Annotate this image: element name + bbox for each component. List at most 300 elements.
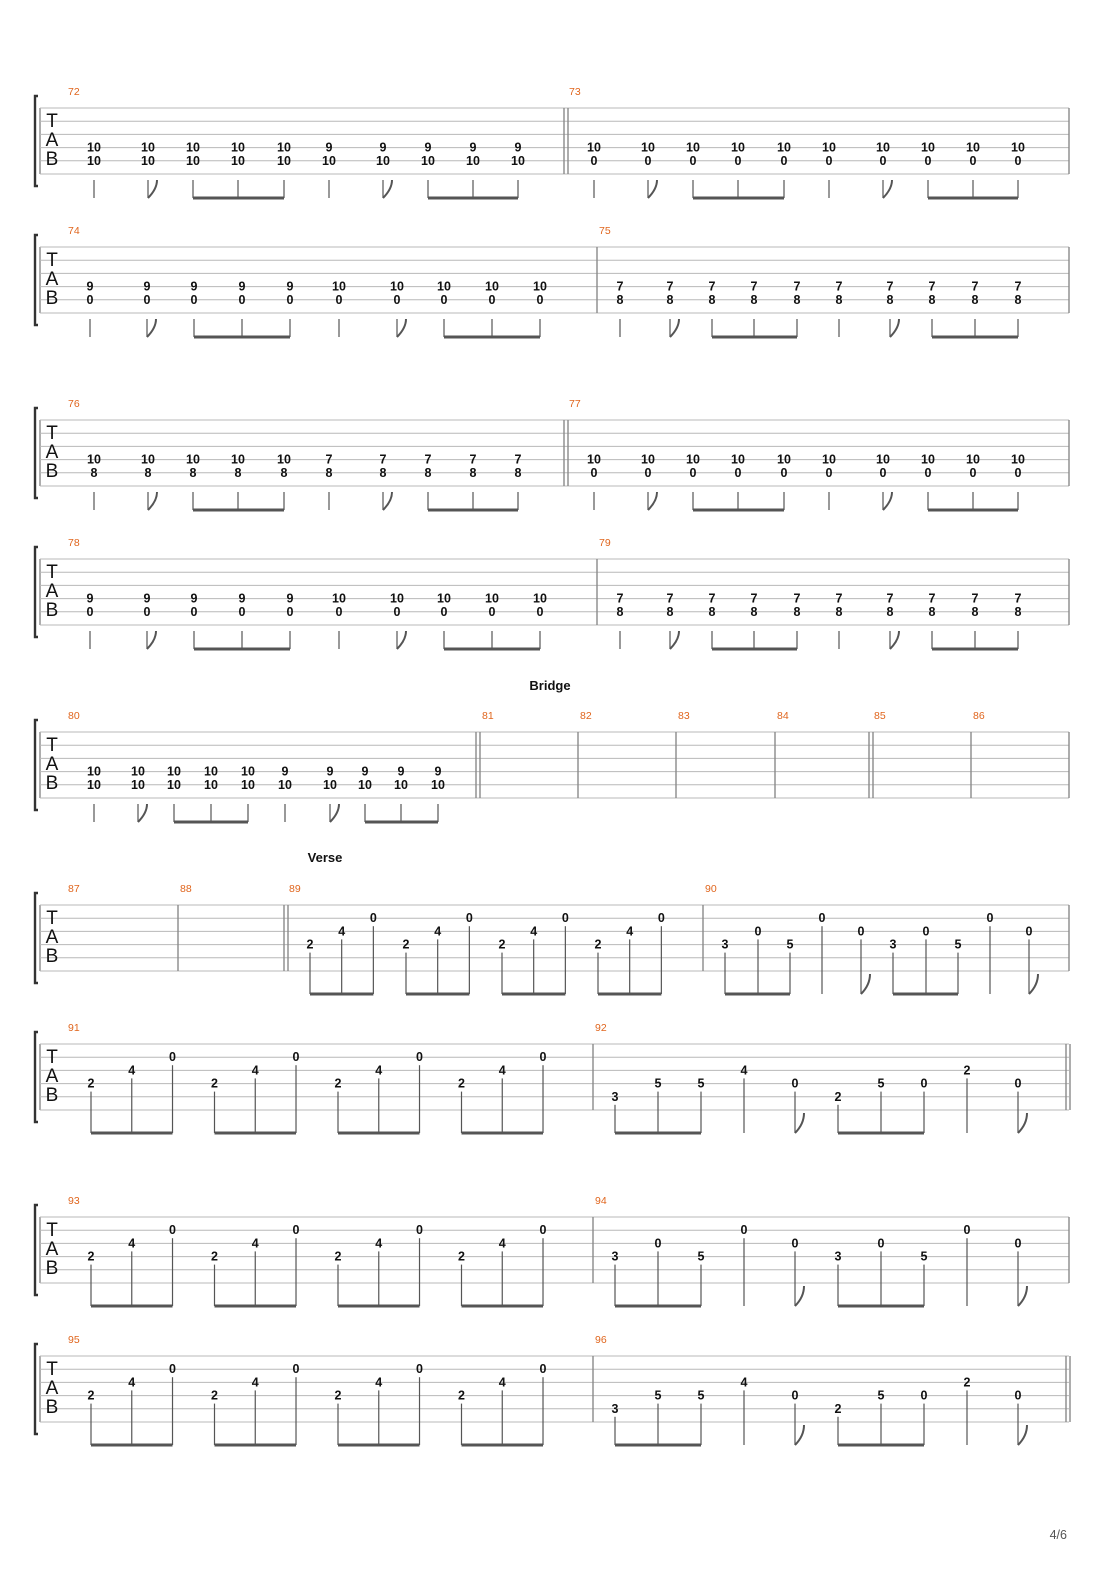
fret-number: 7 (424, 452, 432, 467)
fret-number: 9 (190, 279, 198, 294)
fret-number: 2 (498, 937, 506, 952)
note-flag (670, 319, 679, 337)
measure-number: 79 (599, 537, 611, 549)
measure-number: 85 (874, 710, 886, 722)
staff-bracket (35, 96, 38, 186)
measure-number: 83 (678, 710, 690, 722)
fret-number: 0 (440, 604, 448, 619)
fret-number: 0 (857, 924, 865, 939)
fret-number: 3 (611, 1249, 619, 1264)
fret-number: 0 (238, 292, 246, 307)
fret-number: 10 (141, 452, 155, 467)
fret-number: 7 (886, 591, 894, 606)
fret-number: 2 (458, 1249, 465, 1264)
fret-number: 7 (928, 591, 936, 606)
fret-number: 0 (644, 153, 652, 168)
fret-number: 10 (332, 591, 346, 606)
fret-number: 9 (361, 764, 369, 779)
note-flag (148, 180, 157, 198)
fret-number: 10 (921, 452, 935, 467)
note-flag (383, 180, 392, 198)
note-flag (148, 492, 157, 510)
fret-number: 7 (835, 279, 843, 294)
fret-number: 7 (750, 279, 758, 294)
staff-bracket (35, 1032, 38, 1122)
tab-clef-letter: B (45, 1397, 59, 1418)
fret-number: 0 (488, 604, 496, 619)
fret-number: 5 (786, 937, 794, 952)
measure-number: 90 (705, 883, 717, 895)
fret-number: 10 (876, 452, 890, 467)
fret-number: 5 (654, 1076, 662, 1091)
fret-number: 0 (754, 924, 762, 939)
fret-number: 0 (734, 465, 742, 480)
fret-number: 8 (928, 292, 936, 307)
fret-number: 0 (536, 604, 544, 619)
measure-number: 84 (777, 710, 789, 722)
fret-number: 0 (924, 465, 932, 480)
fret-number: 10 (87, 777, 101, 792)
fret-number: 9 (143, 279, 151, 294)
fret-number: 10 (277, 153, 291, 168)
fret-number: 0 (190, 604, 198, 619)
fret-number: 10 (686, 452, 700, 467)
fret-number: 2 (834, 1089, 842, 1104)
fret-number: 4 (740, 1063, 748, 1078)
fret-number: 9 (86, 279, 94, 294)
fret-number: 9 (424, 140, 432, 155)
fret-number: 10 (231, 140, 245, 155)
fret-number: 4 (251, 1063, 259, 1078)
fret-number: 0 (169, 1050, 176, 1065)
tab-clef-letter: T (46, 562, 58, 583)
fret-number: 0 (922, 924, 930, 939)
fret-number: 8 (280, 465, 288, 480)
tab-clef-letter: A (45, 1378, 59, 1399)
fret-number: 0 (791, 1388, 799, 1403)
note-flag (138, 804, 147, 822)
fret-number: 5 (877, 1076, 885, 1091)
tab-clef-letter: A (45, 442, 59, 463)
tab-clef-letter: A (45, 927, 59, 948)
fret-number: 9 (143, 591, 151, 606)
fret-number: 0 (825, 465, 833, 480)
page-number: 4/6 (1049, 1528, 1067, 1542)
fret-number: 4 (128, 1375, 136, 1390)
fret-number: 8 (750, 292, 758, 307)
fret-number: 4 (498, 1236, 506, 1251)
fret-number: 8 (835, 604, 843, 619)
fret-number: 10 (731, 140, 745, 155)
fret-number: 10 (204, 777, 218, 792)
fret-number: 0 (986, 911, 994, 926)
fret-number: 0 (286, 604, 294, 619)
fret-number: 10 (437, 591, 451, 606)
tab-clef-letter: B (45, 1085, 59, 1106)
fret-number: 4 (338, 924, 346, 939)
measure-number: 72 (68, 86, 80, 98)
fret-number: 0 (539, 1050, 547, 1065)
measure-number: 89 (289, 883, 301, 895)
staff-bracket (35, 893, 38, 983)
fret-number: 9 (86, 591, 94, 606)
fret-number: 0 (238, 604, 246, 619)
fret-number: 10 (921, 140, 935, 155)
measure-number: 82 (580, 710, 592, 722)
note-flag (383, 492, 392, 510)
fret-number: 10 (1011, 452, 1025, 467)
fret-number: 8 (750, 604, 758, 619)
fret-number: 0 (963, 1223, 971, 1238)
fret-number: 2 (963, 1375, 971, 1390)
fret-number: 10 (431, 777, 445, 792)
fret-number: 3 (721, 937, 729, 952)
tab-clef-letter: T (46, 735, 58, 756)
note-flag (890, 319, 899, 337)
fret-number: 10 (822, 140, 836, 155)
fret-number: 2 (334, 1388, 342, 1403)
fret-number: 2 (334, 1249, 342, 1264)
fret-number: 2 (458, 1388, 465, 1403)
fret-number: 9 (286, 279, 294, 294)
staff-bracket (35, 1205, 38, 1295)
tab-clef-letter: B (45, 773, 59, 794)
note-flag (1018, 1286, 1027, 1306)
fret-number: 7 (666, 279, 674, 294)
fret-number: 8 (90, 465, 98, 480)
fret-number: 2 (87, 1388, 95, 1403)
fret-number: 10 (376, 153, 390, 168)
fret-number: 5 (697, 1388, 705, 1403)
fret-number: 8 (886, 604, 894, 619)
fret-number: 0 (689, 153, 697, 168)
fret-number: 10 (966, 452, 980, 467)
note-flag (795, 1286, 804, 1306)
fret-number: 0 (924, 153, 932, 168)
fret-number: 8 (1014, 604, 1022, 619)
tab-clef-letter: A (45, 1066, 59, 1087)
fret-number: 10 (131, 764, 145, 779)
fret-number: 0 (791, 1236, 799, 1251)
note-flag (1018, 1113, 1027, 1133)
fret-number: 10 (278, 777, 292, 792)
note-flag (670, 631, 679, 649)
fret-number: 7 (928, 279, 936, 294)
fret-number: 9 (434, 764, 442, 779)
fret-number: 0 (292, 1050, 300, 1065)
fret-number: 8 (234, 465, 242, 480)
fret-number: 0 (920, 1388, 928, 1403)
fret-number: 0 (539, 1223, 547, 1238)
tab-clef-letter: A (45, 1239, 59, 1260)
fret-number: 0 (791, 1076, 799, 1091)
fret-number: 8 (469, 465, 477, 480)
fret-number: 10 (204, 764, 218, 779)
fret-number: 7 (971, 279, 979, 294)
fret-number: 10 (876, 140, 890, 155)
fret-number: 10 (167, 764, 181, 779)
fret-number: 0 (292, 1223, 300, 1238)
fret-number: 0 (416, 1223, 423, 1238)
fret-number: 3 (611, 1089, 619, 1104)
fret-number: 0 (825, 153, 833, 168)
fret-number: 0 (440, 292, 448, 307)
fret-number: 0 (335, 604, 343, 619)
fret-number: 0 (1025, 924, 1033, 939)
tab-clef-letter: T (46, 1220, 58, 1241)
fret-number: 5 (654, 1388, 662, 1403)
fret-number: 2 (306, 937, 314, 952)
fret-number: 0 (561, 911, 569, 926)
note-flag (397, 319, 406, 337)
fret-number: 0 (369, 911, 377, 926)
fret-number: 10 (731, 452, 745, 467)
fret-number: 10 (421, 153, 435, 168)
fret-number: 5 (697, 1076, 705, 1091)
fret-number: 5 (877, 1388, 885, 1403)
fret-number: 9 (286, 591, 294, 606)
staff-bracket (35, 720, 38, 810)
staff-bracket (35, 235, 38, 325)
fret-number: 0 (86, 604, 94, 619)
fret-number: 10 (241, 764, 255, 779)
note-flag (397, 631, 406, 649)
note-flag (1029, 974, 1038, 994)
fret-number: 10 (358, 777, 372, 792)
fret-number: 5 (697, 1249, 705, 1264)
fret-number: 10 (822, 452, 836, 467)
fret-number: 8 (793, 604, 801, 619)
measure-number: 78 (68, 537, 80, 549)
note-flag (330, 804, 339, 822)
fret-number: 9 (379, 140, 387, 155)
measure-number: 95 (68, 1334, 80, 1346)
fret-number: 10 (332, 279, 346, 294)
tab-clef-letter: B (45, 288, 59, 309)
fret-number: 0 (539, 1362, 547, 1377)
fret-number: 10 (1011, 140, 1025, 155)
fret-number: 0 (286, 292, 294, 307)
fret-number: 4 (375, 1236, 383, 1251)
tab-clef-letter: A (45, 754, 59, 775)
note-flag (890, 631, 899, 649)
measure-number: 77 (569, 398, 581, 410)
fret-number: 10 (641, 140, 655, 155)
note-flag (883, 180, 892, 198)
fret-number: 0 (879, 465, 887, 480)
tab-clef-letter: T (46, 111, 58, 132)
note-flag (648, 492, 657, 510)
note-flag (883, 492, 892, 510)
fret-number: 7 (616, 591, 624, 606)
fret-number: 9 (281, 764, 289, 779)
fret-number: 0 (143, 604, 151, 619)
section-label: Verse (307, 850, 343, 865)
fret-number: 0 (818, 911, 826, 926)
measure-number: 73 (569, 86, 581, 98)
fret-number: 0 (969, 153, 977, 168)
fret-number: 0 (335, 292, 343, 307)
measure-number: 91 (68, 1022, 80, 1034)
measure-number: 92 (595, 1022, 607, 1034)
fret-number: 10 (641, 452, 655, 467)
note-flag (795, 1113, 804, 1133)
note-flag (147, 319, 156, 337)
fret-number: 9 (469, 140, 477, 155)
fret-number: 0 (689, 465, 697, 480)
fret-number: 8 (616, 292, 624, 307)
fret-number: 7 (379, 452, 387, 467)
fret-number: 7 (793, 279, 801, 294)
fret-number: 10 (777, 140, 791, 155)
fret-number: 7 (793, 591, 801, 606)
tab-clef-letter: T (46, 423, 58, 444)
fret-number: 0 (740, 1223, 748, 1238)
fret-number: 4 (375, 1063, 383, 1078)
tab-clef-letter: A (45, 130, 59, 151)
fret-number: 0 (169, 1362, 176, 1377)
fret-number: 10 (322, 153, 336, 168)
fret-number: 10 (390, 591, 404, 606)
fret-number: 0 (86, 292, 94, 307)
fret-number: 8 (708, 292, 716, 307)
fret-number: 0 (190, 292, 198, 307)
fret-number: 10 (141, 140, 155, 155)
measure-number: 87 (68, 883, 80, 895)
fret-number: 8 (514, 465, 522, 480)
fret-number: 8 (189, 465, 197, 480)
measure-number: 81 (482, 710, 494, 722)
fret-number: 10 (587, 140, 601, 155)
fret-number: 10 (511, 153, 525, 168)
fret-number: 9 (397, 764, 405, 779)
measure-number: 75 (599, 225, 611, 237)
fret-number: 0 (536, 292, 544, 307)
staff-bracket (35, 408, 38, 498)
fret-number: 10 (141, 153, 155, 168)
note-flag (861, 974, 870, 994)
fret-number: 10 (277, 452, 291, 467)
fret-number: 0 (1014, 153, 1022, 168)
fret-number: 3 (889, 937, 897, 952)
fret-number: 2 (963, 1063, 971, 1078)
fret-number: 2 (211, 1388, 218, 1403)
fret-number: 0 (416, 1362, 423, 1377)
fret-number: 10 (131, 777, 145, 792)
fret-number: 0 (780, 153, 788, 168)
fret-number: 8 (793, 292, 801, 307)
fret-number: 0 (877, 1236, 885, 1251)
fret-number: 7 (1014, 591, 1022, 606)
fret-number: 8 (928, 604, 936, 619)
fret-number: 0 (654, 1236, 662, 1251)
tab-clef-letter: B (45, 461, 59, 482)
measure-number: 93 (68, 1195, 80, 1207)
fret-number: 2 (594, 937, 602, 952)
fret-number: 7 (750, 591, 758, 606)
fret-number: 3 (611, 1401, 619, 1416)
measure-number: 74 (68, 225, 80, 237)
fret-number: 0 (657, 911, 665, 926)
fret-number: 0 (644, 465, 652, 480)
fret-number: 7 (469, 452, 477, 467)
fret-number: 0 (416, 1050, 423, 1065)
tab-clef-letter: T (46, 908, 58, 929)
fret-number: 7 (708, 591, 716, 606)
fret-number: 8 (379, 465, 387, 480)
fret-number: 10 (394, 777, 408, 792)
fret-number: 2 (87, 1249, 95, 1264)
measure-number: 94 (595, 1195, 607, 1207)
tab-clef-letter: B (45, 149, 59, 170)
fret-number: 10 (87, 140, 101, 155)
fret-number: 10 (686, 140, 700, 155)
fret-number: 10 (186, 140, 200, 155)
fret-number: 10 (533, 591, 547, 606)
fret-number: 0 (780, 465, 788, 480)
fret-number: 7 (835, 591, 843, 606)
tab-clef-letter: A (45, 581, 59, 602)
fret-number: 8 (616, 604, 624, 619)
fret-number: 0 (393, 292, 401, 307)
fret-number: 8 (666, 604, 674, 619)
fret-number: 2 (334, 1076, 342, 1091)
fret-number: 9 (325, 140, 333, 155)
fret-number: 0 (734, 153, 742, 168)
fret-number: 0 (1014, 465, 1022, 480)
fret-number: 7 (666, 591, 674, 606)
fret-number: 7 (325, 452, 333, 467)
fret-number: 0 (920, 1076, 928, 1091)
note-flag (1018, 1425, 1027, 1445)
note-flag (147, 631, 156, 649)
fret-number: 7 (886, 279, 894, 294)
fret-number: 2 (211, 1076, 218, 1091)
tab-clef-letter: T (46, 1359, 58, 1380)
fret-number: 8 (886, 292, 894, 307)
measure-number: 86 (973, 710, 985, 722)
fret-number: 0 (1014, 1388, 1022, 1403)
fret-number: 2 (87, 1076, 95, 1091)
fret-number: 10 (87, 764, 101, 779)
tab-clef-letter: T (46, 250, 58, 271)
fret-number: 5 (920, 1249, 928, 1264)
tab-clef-letter: T (46, 1047, 58, 1068)
tab-clef-letter: A (45, 269, 59, 290)
fret-number: 4 (375, 1375, 383, 1390)
note-flag (795, 1425, 804, 1445)
fret-number: 4 (128, 1236, 136, 1251)
fret-number: 10 (777, 452, 791, 467)
fret-number: 4 (251, 1236, 259, 1251)
fret-number: 10 (390, 279, 404, 294)
measure-number: 80 (68, 710, 80, 722)
fret-number: 8 (666, 292, 674, 307)
fret-number: 7 (971, 591, 979, 606)
fret-number: 10 (277, 140, 291, 155)
fret-number: 7 (1014, 279, 1022, 294)
fret-number: 0 (292, 1362, 300, 1377)
fret-number: 8 (325, 465, 333, 480)
fret-number: 4 (128, 1063, 136, 1078)
fret-number: 9 (238, 279, 246, 294)
fret-number: 3 (834, 1249, 842, 1264)
fret-number: 10 (437, 279, 451, 294)
note-flag (648, 180, 657, 198)
fret-number: 5 (954, 937, 962, 952)
measure-number: 76 (68, 398, 80, 410)
fret-number: 0 (1014, 1236, 1022, 1251)
